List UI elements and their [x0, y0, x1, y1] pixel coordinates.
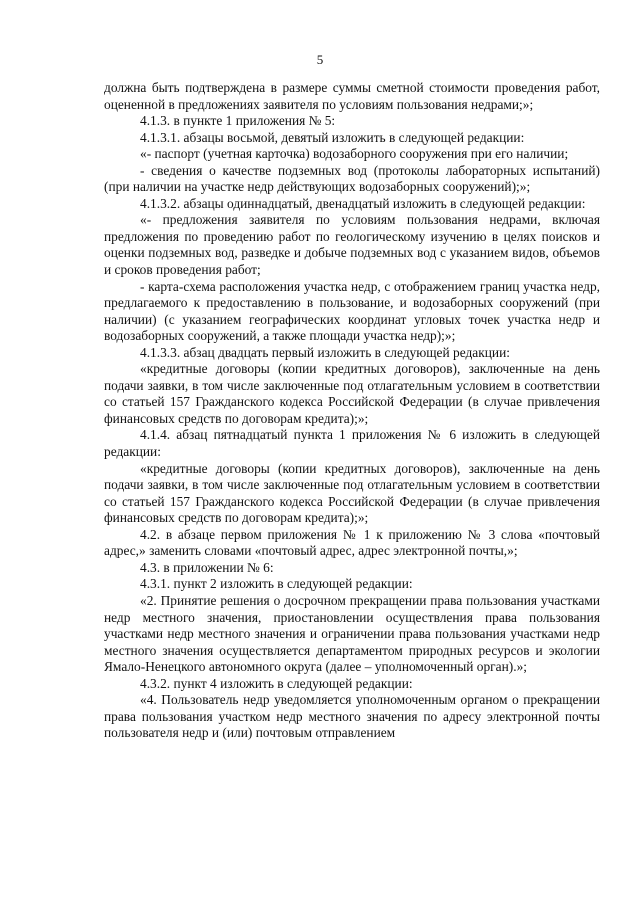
paragraph-item-4-1-4: 4.1.4. абзац пятнадцатый пункта 1 приложения № 6 изложить в следующей редакции:	[104, 427, 600, 460]
paragraph-quote-passport: «- паспорт (учетная карточка) водозаборного сооружения при его наличии;	[140, 146, 569, 162]
paragraph-quote-credit-1: «кредитные договоры (копии кредитных договоров), заключенные на день подачи заявки, в том числе заключенные под отлагательным условием в соответствии со статьей 157 Гражданского кодекса Российской Федерации (в случае привлечения финансовых средств по договорам кредита);»;	[104, 361, 600, 426]
paragraph-quote-credit-2: «кредитные договоры (копии кредитных договоров), заключенные на день подачи заявки, в том числе заключенные под отлагательным условием в соответствии со статьей 157 Гражданского кодекса Российской Федерации (в случае привлечения финансовых средств по договорам кредита);»;	[104, 460, 600, 526]
paragraph-item-4-1-3-1: 4.1.3.1. абзацы восьмой, девятый изложить в следующей редакции:	[140, 129, 525, 145]
paragraph-item-4-3: 4.3. в приложении № 6:	[140, 559, 274, 575]
paragraph-item-4-1-3-3: 4.1.3.3. абзац двадцать первый изложить в следующей редакции:	[140, 344, 510, 360]
document-body	[104, 80, 600, 742]
paragraph-item-4-3-1: 4.3.1. пункт 2 изложить в следующей редакции:	[140, 576, 413, 592]
paragraph-quote-map-scheme: - карта-схема расположения участка недр, с отображением границ участка недр, предлагаемого к предоставлению в пользование, и водозаборных сооружений (при наличии) (с указанием географических координат угловых точек участка недр и водозаборных сооружений, а также площади участка недр);»;	[104, 278, 600, 344]
paragraph-continuation: должна быть подтверждена в размере суммы сметной стоимости проведения работ, оцененной в предложениях заявителя по условиям пользования недрами;»;	[104, 80, 600, 112]
paragraph-item-4-1-3: 4.1.3. в пункте 1 приложения № 5:	[140, 113, 336, 129]
page-number: 5	[316, 52, 324, 67]
paragraph-quote-clause-4: «4. Пользователь недр уведомляется уполномоченным органом о прекращении права пользования участком недр местного значения по адресу электронной почты пользователя недр и (или) почтовым отправлением	[104, 692, 600, 741]
paragraph-quote-water-quality: - сведения о качестве подземных вод (протоколы лабораторных испытаний) (при наличии на участке недр действующих водозаборных сооружений);»;	[104, 162, 600, 195]
paragraph-quote-proposals: «- предложения заявителя по условиям пользования недрами, включая предложения по проведению работ по геологическому изучению в целях поисков и оценки подземных вод, разведке и добыче подземных вод с указанием видов, объемов и сроков проведения работ;	[104, 212, 600, 278]
paragraph-item-4-3-2: 4.3.2. пункт 4 изложить в следующей редакции:	[140, 675, 413, 691]
paragraph-item-4-1-3-2: 4.1.3.2. абзацы одиннадцатый, двенадцатый изложить в следующей редакции:	[140, 195, 586, 211]
paragraph-item-4-2: 4.2. в абзаце первом приложения № 1 к приложению № 3 слова «почтовый адрес,» заменить словами «почтовый адрес, адрес электронной почты,»;	[104, 526, 600, 559]
paragraph-quote-clause-2: «2. Принятие решения о досрочном прекращении права пользования участками недр местного значения, приостановлении осуществления права пользования участками недр местного значения и ограничении права пользования участками недр местного значения осуществляется департаментом природных ресурсов и экологии Ямало-Ненецкого автономного округа (далее – уполномоченный орган).»;	[104, 592, 600, 675]
